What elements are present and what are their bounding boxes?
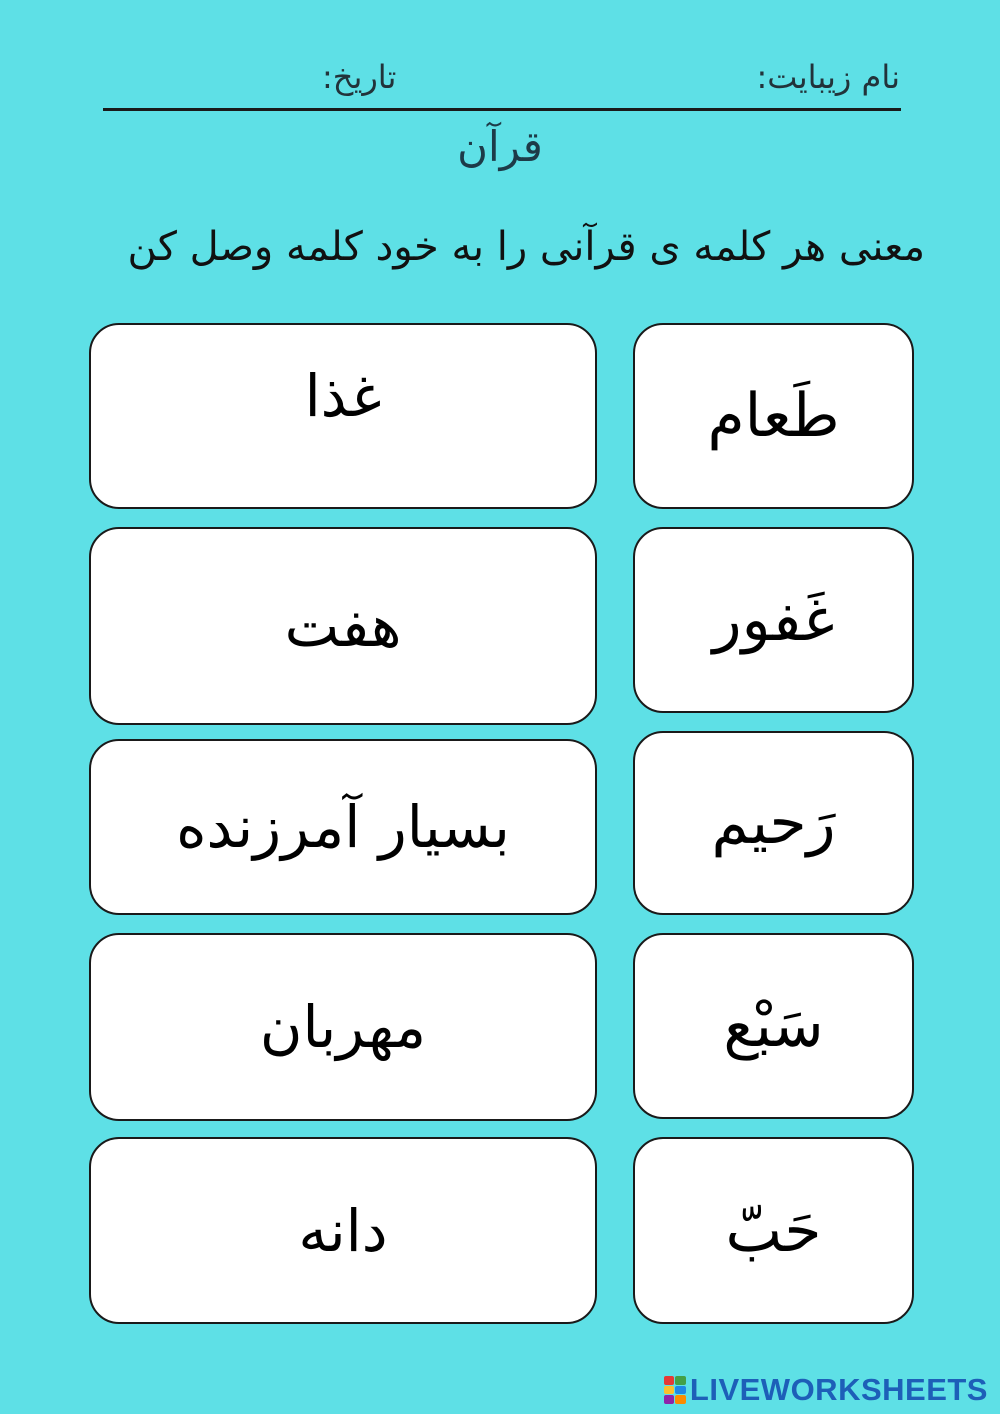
meaning-text: بسیار آمرزنده bbox=[176, 793, 510, 861]
quran-word-card[interactable] bbox=[633, 1137, 914, 1324]
meaning-card[interactable] bbox=[89, 1137, 597, 1324]
meaning-card[interactable] bbox=[89, 933, 597, 1121]
meaning-text: هفت bbox=[284, 592, 402, 660]
meaning-card[interactable] bbox=[89, 739, 597, 915]
meaning-text: دانه bbox=[298, 1196, 388, 1265]
meaning-card[interactable] bbox=[89, 527, 597, 725]
meaning-text: مهربان bbox=[259, 993, 427, 1061]
quran-word-text: رَحیم bbox=[711, 788, 836, 858]
watermark-text: LIVEWORKSHEETS bbox=[689, 1372, 988, 1407]
liveworksheets-watermark bbox=[664, 1372, 988, 1408]
liveworksheets-logo-icon bbox=[664, 1376, 686, 1404]
quran-word-text: طَعام bbox=[707, 381, 840, 451]
quran-word-card[interactable] bbox=[633, 933, 914, 1119]
quran-word-text: سَبْع bbox=[723, 991, 824, 1061]
quran-word-text: غَفور bbox=[712, 585, 835, 655]
meaning-text: غذا bbox=[304, 362, 382, 430]
name-field-label[interactable]: نام زیبایت: bbox=[756, 58, 900, 96]
meaning-card[interactable] bbox=[89, 323, 597, 509]
page-title: قرآن bbox=[457, 122, 543, 171]
quran-word-card[interactable] bbox=[633, 731, 914, 915]
quran-word-card[interactable] bbox=[633, 323, 914, 509]
date-field-label[interactable]: تاریخ: bbox=[322, 58, 397, 96]
header-divider bbox=[103, 108, 901, 111]
instruction-text: معنی هر کلمه ی قرآنی را به خود کلمه وصل کن bbox=[127, 224, 925, 270]
quran-word-card[interactable] bbox=[633, 527, 914, 713]
quran-word-text: حَبّ bbox=[725, 1195, 822, 1266]
